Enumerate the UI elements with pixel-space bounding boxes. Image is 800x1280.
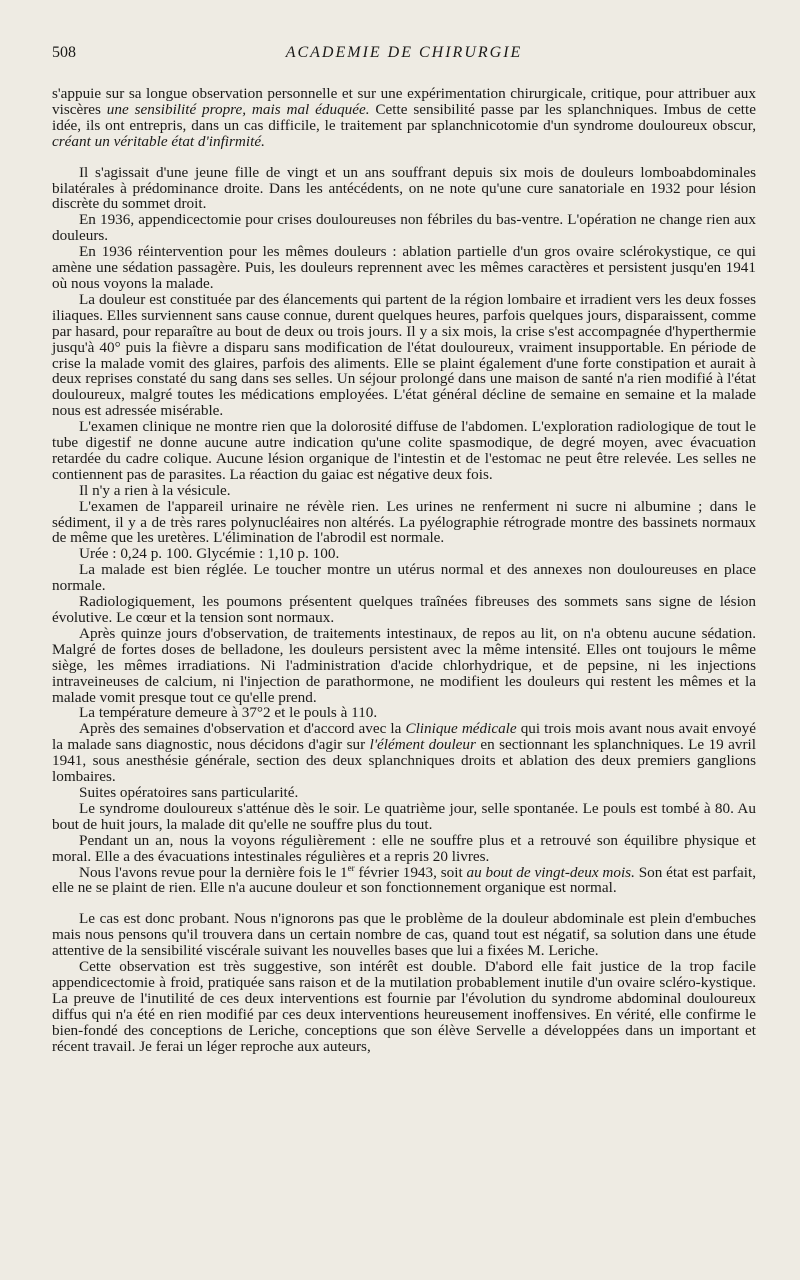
page-header — [52, 44, 756, 66]
paragraph: Pendant un an, nous la voyons régulièrement : elle ne souffre plus et a retrouvé son équilibre physique et moral. Elle a des évacuations intestinales régulières et a repris 20 livres. — [52, 831, 756, 865]
paragraph: s'appuie sur sa longue observation personnelle et sur une expérimentation chirurgicale, critique, pour attribuer aux viscères une sensibilité propre, mais mal éduquée. Cette sensibilité passe par les splanchniques. Imbus de cette idée, ils ont entrepris, dans un cas difficile, le traitement par splanchnicotomie d'un syndrome douloureux obscur, créant un véritable état d'infirmité. — [52, 85, 756, 150]
paragraph: L'examen de l'appareil urinaire ne révèle rien. Les urines ne renferment ni sucre ni albumine ; dans le sédiment, il y a de très rares polynucléaires non altérés. La pyélographie rétrograde montre des bassinets normaux de même que les uretères. L'élimination de l'abrodil est normale. — [52, 497, 756, 547]
italic-text: Clinique médicale — [405, 720, 517, 738]
page-number: 508 — [52, 44, 76, 61]
superscript: er — [347, 862, 355, 873]
paragraph: Après quinze jours d'observation, de traitements intestinaux, de repos au lit, on n'a obtenu aucune sédation. Malgré de fortes doses de belladone, les douleurs persistent avec la même intensité. Elles ont toujours le même siège, les mêmes irradiations. Ni l'administration d'acide chlorhydrique, et de pepsine, ni les injections intraveineuses de calcium, ni l'injection de parathormone, ne modifient les douleurs qui restent les mêmes et la malade vomit presque tout ce qu'elle prend. — [52, 624, 756, 706]
paragraph: Il n'y a rien à la vésicule. — [79, 481, 231, 499]
paragraph: Le cas est donc probant. Nous n'ignorons pas que le problème de la douleur abdominale est plein d'embuches mais nous pensons qu'il trouvera dans un certain nombre de cas, quand tout est négatif, sa solution dans une étude attentive de la sensibilité viscérale suivant les nouvelles bases que lui a fixées M. Leriche. — [52, 910, 756, 960]
paragraph: La température demeure à 37°2 et le pouls à 110. — [79, 704, 378, 722]
paragraph: Suites opératoires sans particularité. — [79, 783, 299, 801]
paragraph: L'examen clinique ne montre rien que la dolorosité diffuse de l'abdomen. L'exploration radiologique de tout le tube digestif ne donne aucune autre indication qu'une colite spasmodique, de degré moyen, avec évacuation retardée du cadre colique. Aucune lésion organique de l'intestin et de l'estomac ne peut être relevée. Les selles ne contiennent pas de parasites. La réaction du gaiac est négative deux fois. — [52, 418, 756, 483]
running-title: ACADEMIE DE CHIRURGIE — [285, 44, 523, 61]
italic-text: au bout de vingt-deux mois. — [466, 863, 635, 881]
paragraph: Il s'agissait d'une jeune fille de vingt et un ans souffrant depuis six mois de douleurs lomboabdominales bilatérales à prédominance droite. Dans les antécédents, on ne note qu'une cure sanatoriale en 1932 pour lésion discrète du sommet droit. — [52, 163, 756, 213]
italic-text: l'élément douleur — [369, 736, 476, 754]
italic-text: créant un véritable état d'infirmité. — [52, 132, 265, 150]
paragraph: Cette observation est très suggestive, son intérêt est double. D'abord elle fait justice de la trop facile appendicectomie à froid, pratiquée sans raison et de la mutilation probablement inutile d'un ovaire scléro-kystique. La preuve de l'inutilité de ces deux interventions est fournie par l'évolution du syndrome abdominal douloureux diffus qui n'a été en rien modifié par ces deux interventions heureusement inoffensives. En vérité, elle confirme le bien-fondé des conceptions de Leriche, conceptions que son élève Servelle a développées dans un important et récent travail. Je ferai un léger reproche aux auteurs, — [52, 958, 756, 1055]
paragraph: Nous l'avons revue pour la dernière fois le 1er février 1943, soit au bout de vingt-deux mois. Son état est parfait, elle ne se plaint de rien. Elle n'a aucune douleur et son fonctionnement organique est normal. — [52, 862, 757, 897]
paragraph: Après des semaines d'observation et d'accord avec la Clinique médicale qui trois mois avant nous avait envoyé la malade sans diagnostic, nous décidons d'agir sur l'élément douleur en sectionnant les splanchniques. Le 19 avril 1941, sous anesthésie générale, section des deux splanchniques droits et ablation des deux premiers ganglions lombaires. — [52, 720, 756, 786]
paragraph: La malade est bien réglée. Le toucher montre un utérus normal et des annexes non douloureuses en place normale. — [52, 561, 756, 595]
article-body — [52, 86, 756, 1054]
italic-text: une sensibilité propre, mais mal éduquée. — [106, 100, 370, 118]
paragraph: La douleur est constituée par des élancements qui partent de la région lombaire et irradient vers les deux fosses iliaques. Elles surviennent sans cause connue, durent quelques heures, parfois quelques jours, disparaissent, comme par hasard, pour reparaître au bout de deux ou trois jours. Il y a six mois, la crise s'est accompagnée d'hyperthermie jusqu'à 40° puis la fièvre a disparu sans modification de l'état douloureux, vraiment insupportable. En période de crise la malade vomit des glaires, parfois des aliments. Elle se plaint également d'une forte constipation et aurait à deux reprises constaté du sang dans ses selles. Un séjour prolongé dans une maison de santé n'a rien modifié à l'état douloureux, malgré toutes les médications employées. L'état général décline de semaine en semaine et la malade nous est adressée misérable. — [52, 290, 756, 420]
paragraph: En 1936, appendicectomie pour crises douloureuses non fébriles du bas-ventre. L'opération ne change rien aux douleurs. — [52, 211, 756, 245]
paragraph: Le syndrome douloureux s'atténue dès le soir. Le quatrième jour, selle spontanée. Le pouls est tombé à 80. Au bout de huit jours, la malade dit qu'elle ne souffre plus du tout. — [52, 799, 756, 833]
paragraph: Radiologiquement, les poumons présentent quelques traînées fibreuses des sommets sans signe de lésion évolutive. Le cœur et la tension sont normaux. — [52, 593, 756, 626]
paragraph: En 1936 réintervention pour les mêmes douleurs : ablation partielle d'un gros ovaire sclérokystique, ce qui amène une sédation passagère. Puis, les douleurs reprennent avec les mêmes caractères et persistent jusqu'en 1941 où nous voyons la malade. — [52, 243, 756, 292]
paragraph: Urée : 0,24 p. 100. Glycémie : 1,10 p. 100. — [79, 545, 340, 563]
